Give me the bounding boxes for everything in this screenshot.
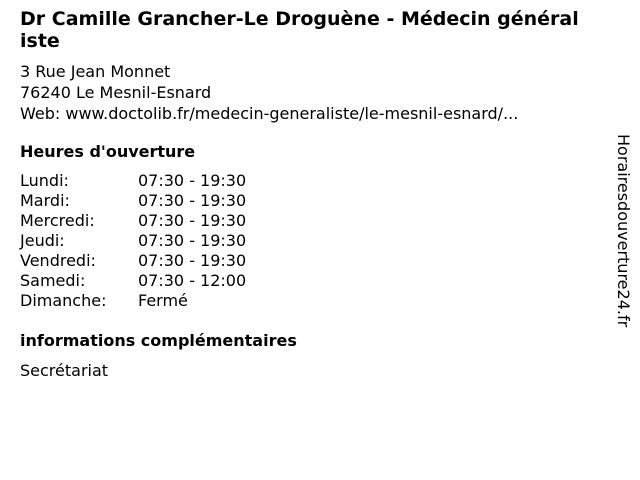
hours-row xyxy=(20,251,585,271)
day-label: Lundi: xyxy=(20,171,69,190)
info-text: Secrétariat xyxy=(20,361,109,380)
time-value: 07:30 - 19:30 xyxy=(138,171,247,190)
street-address: 3 Rue Jean Monnet xyxy=(20,62,171,81)
hours-row xyxy=(20,171,585,191)
day-label: Mercredi: xyxy=(20,211,95,230)
hours-row xyxy=(20,211,585,231)
hours-row xyxy=(20,271,585,291)
time-value: Fermé xyxy=(138,291,188,310)
day-label: Samedi: xyxy=(20,271,86,290)
time-value: 07:30 - 19:30 xyxy=(138,211,247,230)
day-label: Jeudi: xyxy=(20,231,65,250)
hours-row xyxy=(20,191,585,211)
day-label: Mardi: xyxy=(20,191,70,210)
hours-table xyxy=(20,171,585,311)
hours-row xyxy=(20,291,585,311)
time-value: 07:30 - 12:00 xyxy=(138,271,247,290)
time-value: 07:30 - 19:30 xyxy=(138,231,247,250)
day-label: Dimanche: xyxy=(20,291,107,310)
page-title: Dr Camille Grancher-Le Droguène - Médecin généraliste xyxy=(20,8,579,52)
website-link[interactable]: Web: www.doctolib.fr/medecin-generaliste/le-mesnil-esnard/... xyxy=(20,104,519,123)
hours-heading: Heures d'ouverture xyxy=(20,142,196,161)
day-label: Vendredi: xyxy=(20,251,96,270)
listing-card xyxy=(20,8,585,381)
address-block xyxy=(20,61,585,124)
info-heading: informations complémentaires xyxy=(20,331,297,350)
time-value: 07:30 - 19:30 xyxy=(138,251,247,270)
hours-row xyxy=(20,231,585,251)
time-value: 07:30 - 19:30 xyxy=(138,191,247,210)
site-watermark: Horairesdouverture24.fr xyxy=(614,134,633,328)
city-postal: 76240 Le Mesnil-Esnard xyxy=(20,83,212,102)
